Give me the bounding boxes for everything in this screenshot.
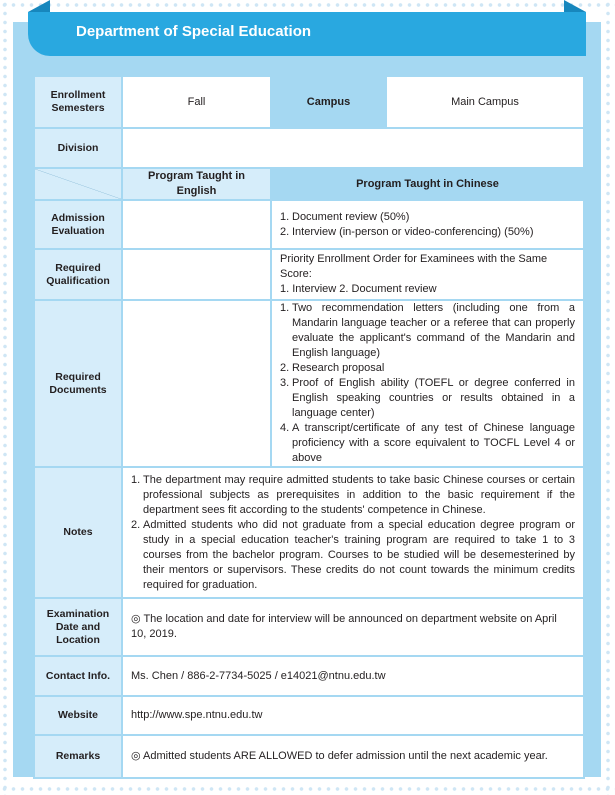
row-admission	[34, 200, 584, 249]
list-item: 2. Admitted students who did not graduate from a special education degree program or study in a special education teacher's training program are required to take 1 to 3 courses from the bachelor program. Courses to be studied will be desemesterined by their mentors or supervisors. These credits do not count towards the minimum credits required for graduation.	[131, 518, 575, 591]
required-qualification-label: Required Qualification	[34, 249, 122, 300]
exam-date-location-label: Examination Date and Location	[34, 598, 122, 656]
row-division	[34, 128, 584, 168]
list-item: 4. A transcript/certificate of any test of Chinese language proficiency with a score equivalent to TOCFL Level 4 or above	[280, 422, 575, 464]
notes-label: Notes	[34, 467, 122, 598]
documents-english-value	[122, 300, 271, 467]
row-contact	[34, 656, 584, 696]
notes-value	[122, 467, 584, 598]
dotted-border-bottom	[0, 784, 615, 794]
row-exam	[34, 598, 584, 656]
division-value	[122, 128, 584, 168]
list-item: 1. Document review (50%)	[280, 210, 410, 223]
qualification-chinese-value	[271, 249, 584, 300]
program-english-header: Program Taught in English	[122, 168, 271, 200]
list-item: 2. Interview (in-person or video-conferencing) (50%)	[280, 225, 534, 238]
row-website	[34, 696, 584, 735]
qualification-english-value	[122, 249, 271, 300]
campus-value: Main Campus	[386, 76, 584, 128]
enrollment-semesters-label: Enrollment Semesters	[34, 76, 122, 128]
banner-fold-left	[28, 0, 50, 12]
dotted-border-right	[603, 0, 615, 795]
program-chinese-header: Program Taught in Chinese	[271, 168, 584, 200]
website-link[interactable]: http://www.spe.ntnu.edu.tw	[122, 696, 584, 735]
admission-evaluation-label: Admission Evaluation	[34, 200, 122, 249]
admission-english-value	[122, 200, 271, 249]
enrollment-semesters-value: Fall	[122, 76, 271, 128]
row-notes	[34, 467, 584, 598]
exam-date-location-value: ◎ The location and date for interview will be announced on department website on April 10, 2019.	[122, 598, 584, 656]
documents-chinese-value	[271, 300, 584, 467]
division-label: Division	[34, 128, 122, 168]
remarks-value: ◎ Admitted students ARE ALLOWED to defer admission until the next academic year.	[122, 735, 584, 778]
remarks-label: Remarks	[34, 735, 122, 778]
page-title: Department of Special Education	[76, 23, 312, 40]
required-documents-label: Required Documents	[34, 300, 122, 467]
campus-label: Campus	[271, 76, 386, 128]
qualification-order: 1. Interview 2. Document review	[280, 283, 437, 295]
contact-info-value: Ms. Chen / 886-2-7734-5025 / e14021@ntnu.edu.tw	[122, 656, 584, 696]
diagonal-header-cell	[34, 168, 122, 200]
contact-info-label: Contact Info.	[34, 656, 122, 696]
qualification-intro: Priority Enrollment Order for Examinees with the Same Score:	[280, 253, 548, 280]
row-documents	[34, 300, 584, 467]
list-item: 1. The department may require admitted students to take basic Chinese courses or certain professional subjects as prerequisites in addition to the basic requirement if the department sees fit according to the students' competence in Chinese.	[131, 473, 575, 516]
banner-fold-right	[564, 0, 586, 12]
dotted-border-left	[0, 0, 12, 795]
list-item: 1. Two recommendation letters (including one from a Mandarin language teacher or a referee that can properly evaluate the applicant's command of the Mandarin and English language)	[280, 302, 575, 359]
admission-chinese-value	[271, 200, 584, 249]
list-item: 2. Research proposal	[280, 362, 385, 374]
row-qualification	[34, 249, 584, 300]
program-info-table	[33, 75, 585, 779]
list-item: 3. Proof of English ability (TOEFL or degree conferred in English speaking countries or results obtained in a language center)	[280, 377, 575, 419]
dotted-border-top	[0, 0, 615, 10]
row-program-headers	[34, 168, 584, 200]
row-enrollment	[34, 76, 584, 128]
row-remarks	[34, 735, 584, 778]
website-label: Website	[34, 696, 122, 735]
